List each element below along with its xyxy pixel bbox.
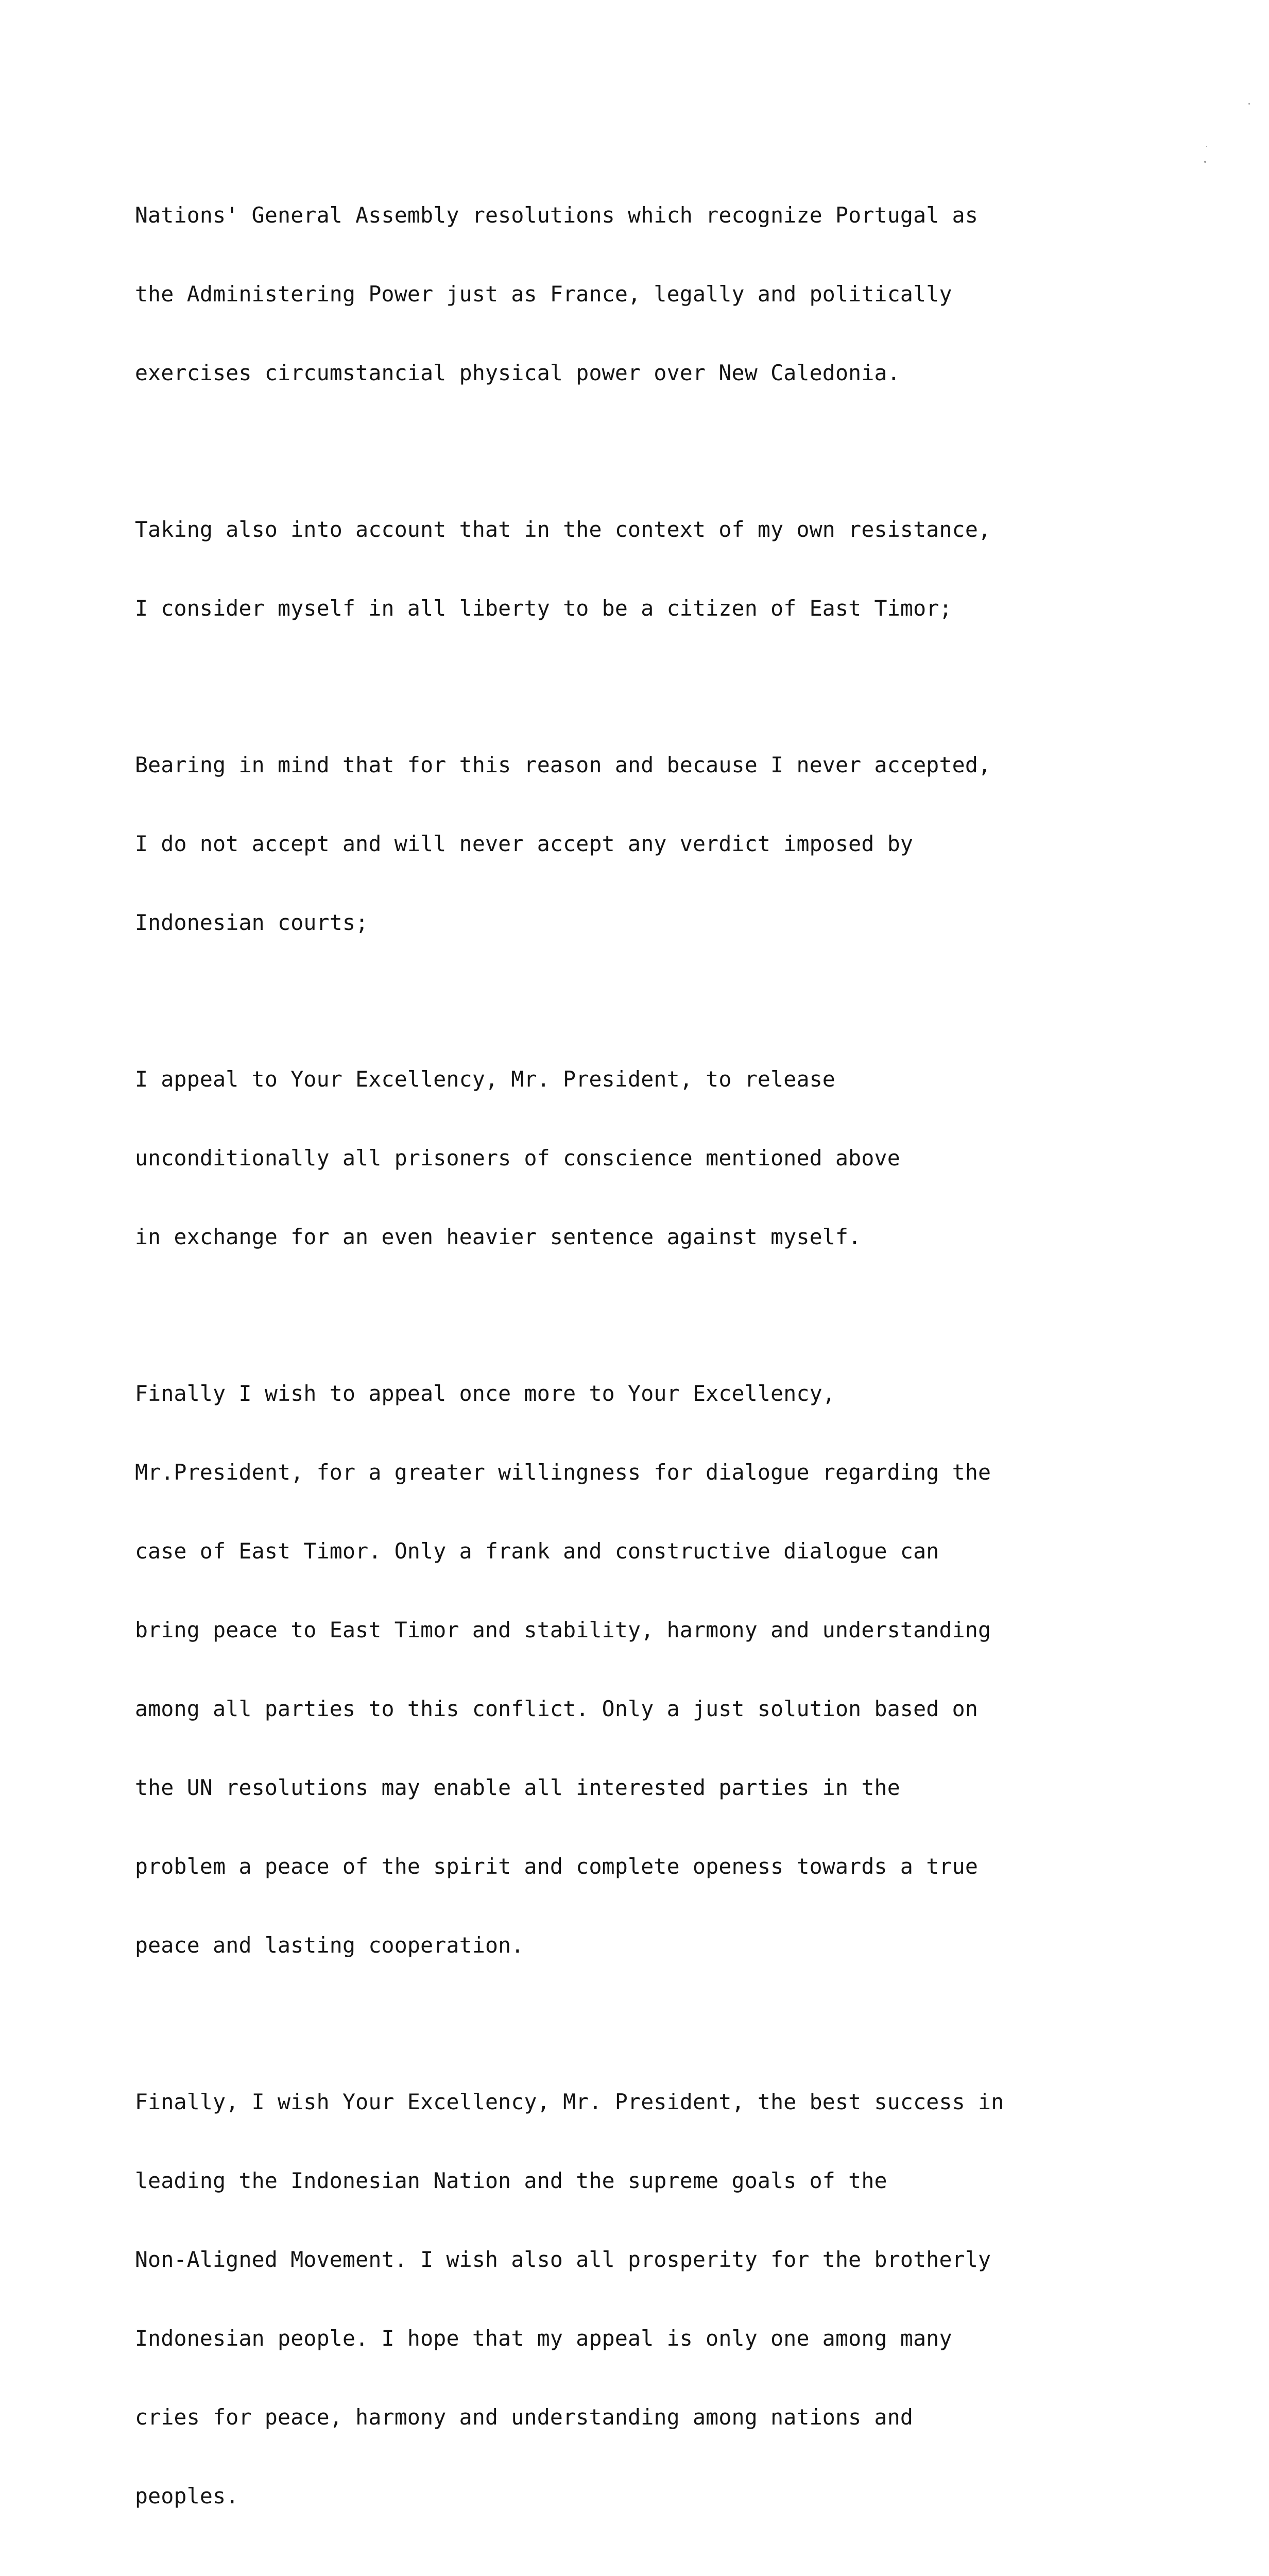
text-line: exercises circumstancial physical power over New Caledonia. — [135, 360, 900, 385]
text-line: peoples. — [135, 2483, 239, 2509]
text-line: Indonesian courts; — [135, 910, 369, 935]
text-line: unconditionally all prisoners of conscience mentioned above — [135, 1145, 900, 1171]
text-line: Finally, I wish Your Excellency, Mr. President, the best success in — [135, 2089, 1004, 2114]
text-line: bring peace to East Timor and stability, harmony and understanding — [135, 1617, 991, 1642]
text-line: leading the Indonesian Nation and the supreme goals of the — [135, 2168, 887, 2193]
text-line: Taking also into account that in the context of my own resistance, — [135, 517, 991, 542]
text-line: Non-Aligned Movement. I wish also all prosperity for the brotherly — [135, 2247, 991, 2272]
scan-speck — [1248, 103, 1250, 105]
text-line: the UN resolutions may enable all interested parties in the — [135, 1775, 900, 1800]
text-line: peace and lasting cooperation. — [135, 1933, 524, 1958]
paragraph-best-wishes — [135, 2036, 1165, 2562]
text-line: Nations' General Assembly resolutions which recognize Portugal as — [135, 202, 979, 228]
scan-speck — [1204, 161, 1206, 163]
paragraph-citizen — [135, 464, 1165, 674]
text-line: Indonesian people. I hope that my appeal is only one among many — [135, 2326, 952, 2351]
paragraph-dialogue — [135, 1328, 1165, 2011]
text-line: I consider myself in all liberty to be a citizen of East Timor; — [135, 596, 952, 621]
text-line: case of East Timor. Only a frank and constructive dialogue can — [135, 1538, 939, 1564]
text-line: in exchange for an even heavier sentence against myself. — [135, 1224, 862, 1249]
text-line: cries for peace, harmony and understanding among nations and — [135, 2404, 914, 2430]
paragraph-verdict — [135, 699, 1165, 988]
text-line: Bearing in mind that for this reason and because I never accepted, — [135, 752, 991, 777]
text-line: Mr.President, for a greater willingness for dialogue regarding the — [135, 1460, 991, 1485]
text-line: I appeal to Your Excellency, Mr. President, to release — [135, 1066, 835, 1092]
letter-body — [135, 149, 1165, 2576]
paragraph-appeal-release — [135, 1013, 1165, 1302]
text-line: among all parties to this conflict. Only a just solution based on — [135, 1696, 979, 1721]
text-line: problem a peace of the spirit and complete openess towards a true — [135, 1854, 979, 1879]
text-line: Finally I wish to appeal once more to Your Excellency, — [135, 1381, 835, 1406]
scan-speck — [1206, 146, 1207, 147]
paragraph-un-resolutions — [135, 149, 1165, 438]
text-line: I do not accept and will never accept any verdict imposed by — [135, 831, 914, 856]
text-line: the Administering Power just as France, legally and politically — [135, 281, 952, 307]
